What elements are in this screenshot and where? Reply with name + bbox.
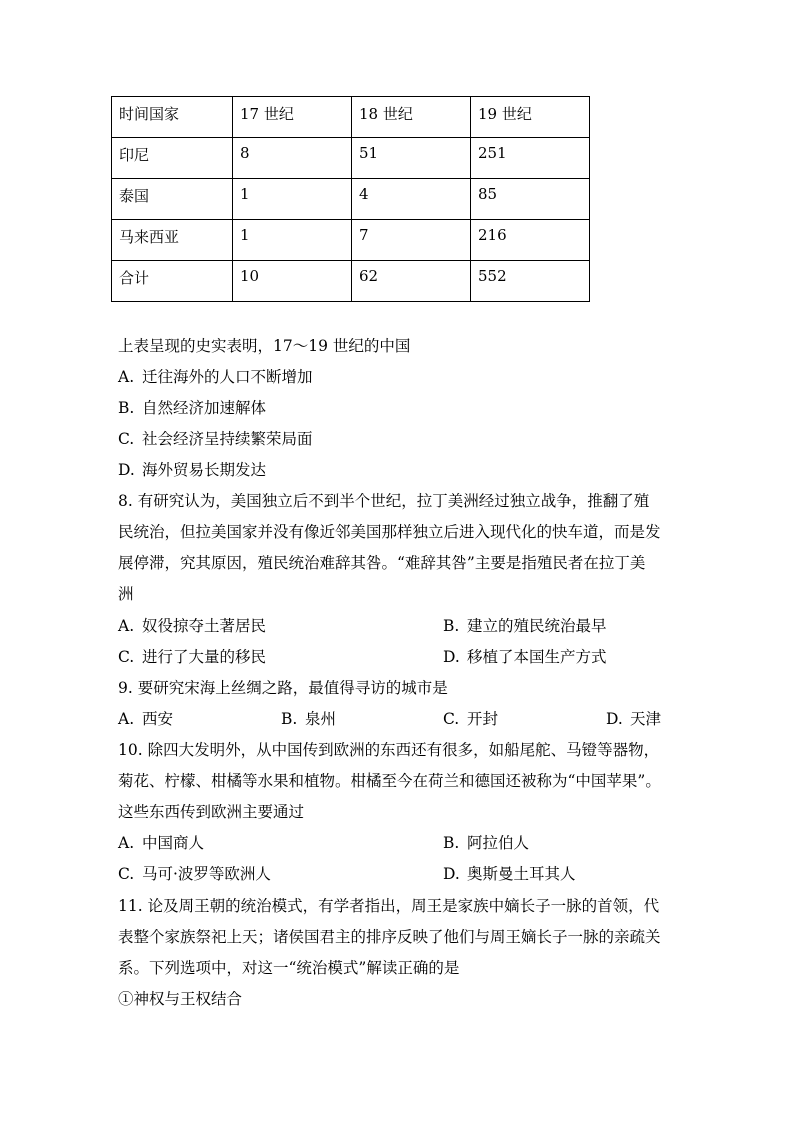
table-row	[112, 220, 590, 261]
option-text: 马可·波罗等欧洲人	[142, 865, 271, 883]
table-cell: 552	[471, 261, 590, 302]
option-label: B.	[443, 834, 460, 852]
option-label: C.	[118, 648, 135, 666]
emigration-table	[111, 96, 590, 302]
q10-stem-line: 菊花、柠檬、柑橘等水果和植物。柑橘至今在荷兰和德国还被称为“中国苹果”。	[118, 772, 661, 790]
q11-stem-line: 系。下列选项中，对这一“统治模式”解读正确的是	[118, 959, 460, 977]
option-text: 开封	[467, 710, 499, 728]
q10-option-a	[118, 833, 204, 853]
option-text: 迁往海外的人口不断增加	[142, 368, 313, 386]
q8-option-d	[443, 647, 607, 667]
option-text: 泉州	[305, 710, 337, 728]
q9-stem: 9. 要研究宋海上丝绸之路，最值得寻访的城市是	[118, 679, 448, 697]
q11-item-1: ①神权与王权结合	[118, 990, 243, 1008]
option-text: 天津	[630, 710, 662, 728]
table-cell: 1	[233, 220, 352, 261]
q10-option-c	[118, 864, 271, 884]
option-text: 西安	[142, 710, 174, 728]
option-label: C.	[118, 430, 135, 448]
q11-stem-line: 表整个家族祭祀上天；诸侯国君主的排序反映了他们与周王嫡长子一脉的亲疏关	[118, 928, 661, 946]
option-label: D.	[443, 648, 460, 666]
table-cell: 51	[352, 138, 471, 179]
table-header-cell: 时间国家	[112, 97, 233, 138]
q8-option-a	[118, 616, 266, 636]
option-text: 建立的殖民统治最早	[467, 617, 607, 635]
table-header-cell: 18 世纪	[352, 97, 471, 138]
table-cell: 216	[471, 220, 590, 261]
option-text: 自然经济加速解体	[142, 399, 267, 417]
option-text: 社会经济呈持续繁荣局面	[142, 430, 313, 448]
q9-option-d	[606, 709, 661, 729]
table-header-row	[112, 97, 590, 138]
table-cell: 85	[471, 179, 590, 220]
table-header-cell: 19 世纪	[471, 97, 590, 138]
table-cell: 8	[233, 138, 352, 179]
option-label: A.	[118, 710, 135, 728]
table-cell: 泰国	[112, 179, 233, 220]
option-text: 海外贸易长期发达	[142, 461, 267, 479]
option-label: B.	[118, 399, 135, 417]
q10-option-b	[443, 833, 529, 853]
option-text: 奥斯曼土耳其人	[467, 865, 576, 883]
table-row	[112, 179, 590, 220]
q8-stem-line: 民统治，但拉美国家并没有像近邻美国那样独立后进入现代化的快车道，而是发	[118, 523, 661, 541]
option-label: B.	[281, 710, 298, 728]
table-cell: 1	[233, 179, 352, 220]
q10-option-d	[443, 864, 576, 884]
q10-stem-line: 这些东西传到欧洲主要通过	[118, 803, 305, 821]
q8-stem-line: 展停滞，究其原因，殖民统治难辞其咎。“难辞其咎”主要是指殖民者在拉丁美	[118, 554, 646, 572]
q7-option-d	[118, 460, 266, 480]
q8-stem-line: 洲	[118, 585, 134, 603]
table-header-cell: 17 世纪	[233, 97, 352, 138]
option-label: D.	[118, 461, 135, 479]
option-text: 阿拉伯人	[467, 834, 530, 852]
q7-option-b	[118, 398, 266, 418]
table-cell: 4	[352, 179, 471, 220]
q8-stem-line: 8. 有研究认为，美国独立后不到半个世纪，拉丁美洲经过独立战争，推翻了殖	[118, 492, 650, 510]
table-row	[112, 138, 590, 179]
q8-option-c	[118, 647, 266, 667]
option-label: C.	[118, 865, 135, 883]
table-cell: 合计	[112, 261, 233, 302]
q7-option-c	[118, 429, 313, 449]
table-cell: 马来西亚	[112, 220, 233, 261]
option-label: D.	[606, 710, 623, 728]
q8-option-b	[443, 616, 607, 636]
q10-stem-line: 10. 除四大发明外，从中国传到欧洲的东西还有很多，如船尾舵、马镫等器物，	[118, 741, 660, 759]
option-text: 进行了大量的移民	[142, 648, 267, 666]
option-text: 中国商人	[142, 834, 205, 852]
table-cell: 62	[352, 261, 471, 302]
table-cell: 印尼	[112, 138, 233, 179]
q9-option-b	[281, 709, 336, 729]
table-cell: 10	[233, 261, 352, 302]
option-text: 奴役掠夺土著居民	[142, 617, 267, 635]
option-label: A.	[118, 368, 135, 386]
option-label: D.	[443, 865, 460, 883]
option-label: C.	[443, 710, 460, 728]
table-cell: 251	[471, 138, 590, 179]
table-row	[112, 261, 590, 302]
q11-stem-line: 11. 论及周王朝的统治模式，有学者指出，周王是家族中嫡长子一脉的首领，代	[118, 897, 660, 915]
option-label: A.	[118, 834, 135, 852]
table-cell: 7	[352, 220, 471, 261]
option-text: 移植了本国生产方式	[467, 648, 607, 666]
q9-option-c	[443, 709, 498, 729]
q7-stem: 上表呈现的史实表明，17～19 世纪的中国	[118, 337, 411, 355]
option-label: A.	[118, 617, 135, 635]
q7-option-a	[118, 367, 313, 387]
option-label: B.	[443, 617, 460, 635]
q9-option-a	[118, 709, 173, 729]
